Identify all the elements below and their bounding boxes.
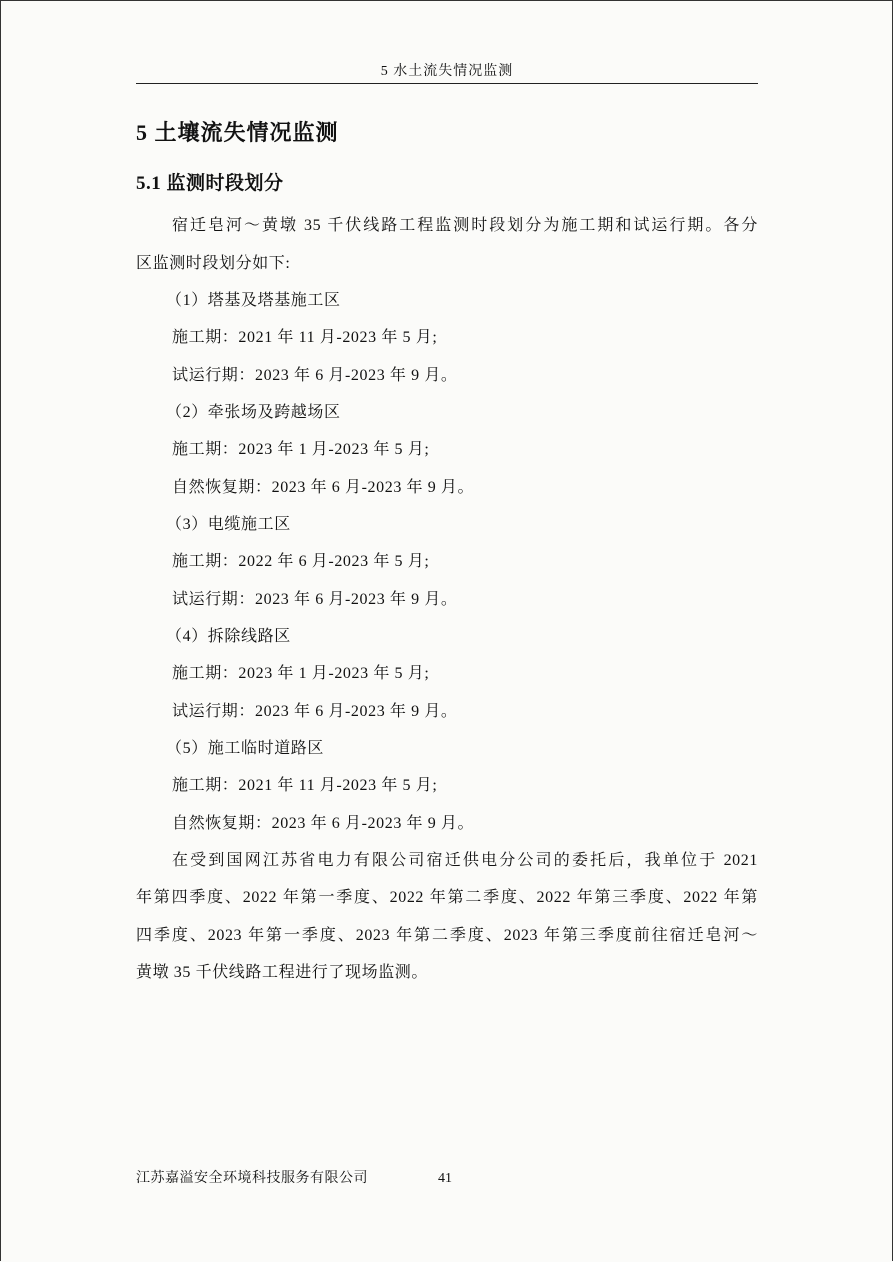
zone-construction-period: 施工期：2023 年 1 月-2023 年 5 月; (172, 665, 430, 682)
paragraph-line: 区监测时段划分如下: (136, 255, 291, 272)
zone-after-period: 试运行期：2023 年 6 月-2023 年 9 月。 (172, 591, 458, 608)
zone-construction-period: 施工期：2023 年 1 月-2023 年 5 月; (172, 441, 430, 458)
header-rule (136, 83, 758, 84)
section-title: 5.1 监测时段划分 (136, 173, 284, 194)
zone-after-period: 试运行期：2023 年 6 月-2023 年 9 月。 (172, 703, 458, 720)
paragraph-line: 在受到国网江苏省电力有限公司宿迁供电分公司的委托后，我单位于 2021 (172, 852, 758, 869)
zone-construction-period: 施工期：2021 年 11 月-2023 年 5 月; (172, 777, 438, 794)
zone-construction-period: 施工期：2022 年 6 月-2023 年 5 月; (172, 553, 430, 570)
footer-company: 江苏嘉溢安全环境科技服务有限公司 (136, 1171, 368, 1186)
paragraph-line: 宿迁皂河～黄墩 35 千伏线路工程监测时段划分为施工期和试运行期。各分 (172, 217, 758, 234)
paragraph-line: 四季度、2023 年第一季度、2023 年第二季度、2023 年第三季度前往宿迁皂河～ (136, 927, 758, 944)
chapter-title: 5 土壤流失情况监测 (136, 120, 339, 145)
zone-construction-period: 施工期：2021 年 11 月-2023 年 5 月; (172, 329, 438, 346)
zone-title: （1）塔基及塔基施工区 (166, 292, 341, 309)
paragraph-line: 年第四季度、2022 年第一季度、2022 年第二季度、2022 年第三季度、2022 年第 (136, 889, 758, 906)
zone-after-period: 自然恢复期：2023 年 6 月-2023 年 9 月。 (172, 815, 475, 832)
zone-title: （4）拆除线路区 (166, 628, 291, 645)
paragraph-line: 黄墩 35 千伏线路工程进行了现场监测。 (136, 964, 429, 981)
zone-title: （5）施工临时道路区 (166, 740, 325, 757)
zone-title: （2）牵张场及跨越场区 (166, 404, 341, 421)
zone-after-period: 自然恢复期：2023 年 6 月-2023 年 9 月。 (172, 479, 475, 496)
page-number: 41 (438, 1171, 452, 1186)
running-header: 5 水土流失情况监测 (380, 64, 514, 79)
zone-title: （3）电缆施工区 (166, 516, 291, 533)
zone-after-period: 试运行期：2023 年 6 月-2023 年 9 月。 (172, 367, 458, 384)
